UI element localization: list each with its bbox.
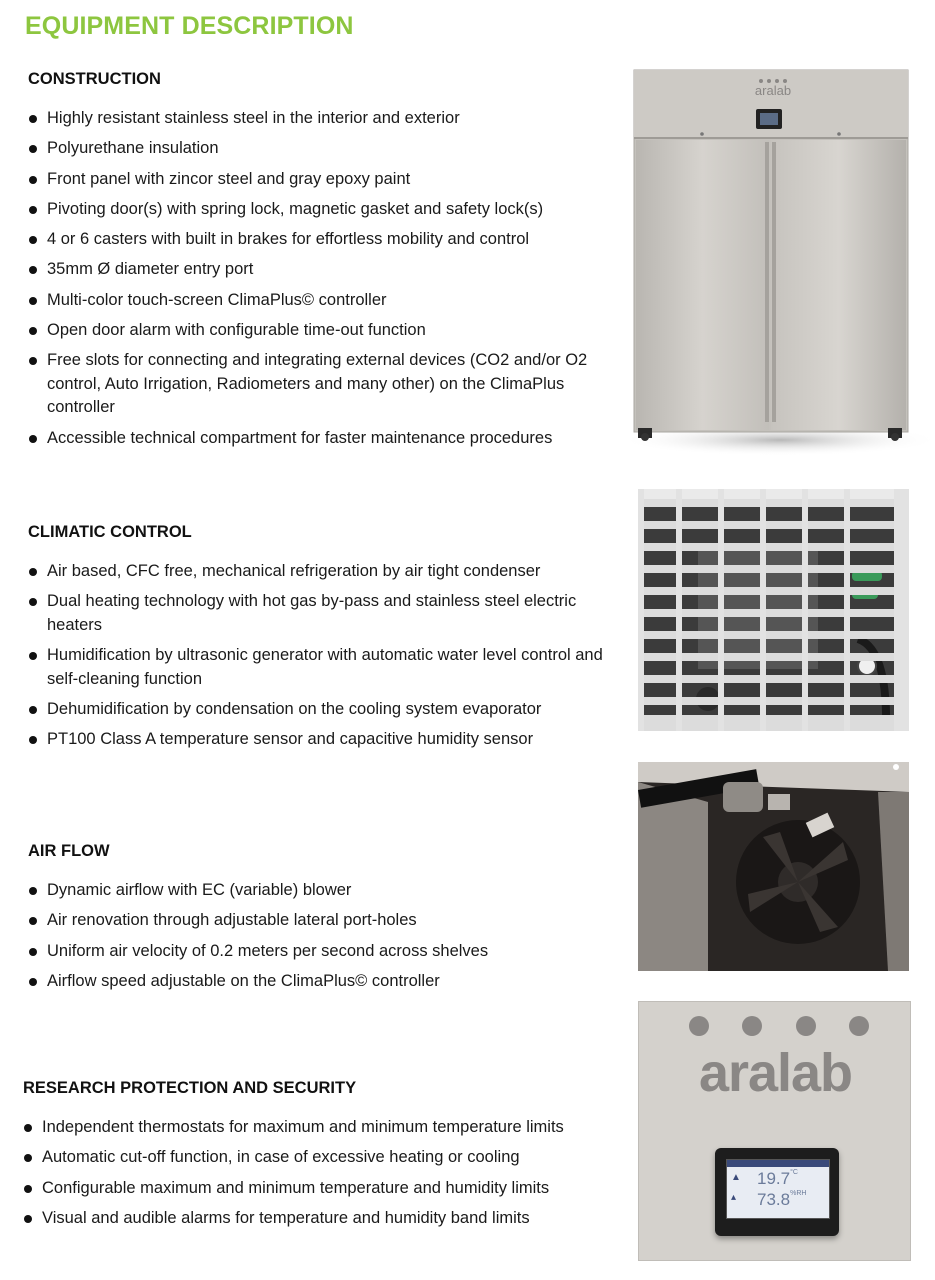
bullet-list xyxy=(28,107,628,450)
bullet-list xyxy=(23,1116,628,1230)
technical-compartment-photo xyxy=(638,489,909,731)
list-item: Dehumidification by condensation on the cooling system evaporator xyxy=(28,698,608,722)
aralab-logo-small: aralab xyxy=(750,79,796,97)
section-climatic-control xyxy=(28,523,608,758)
list-item: Multi-color touch-screen ClimaPlus© controller xyxy=(28,289,628,313)
humidity-icon: ▴ xyxy=(731,1192,737,1203)
list-item: Front panel with zincor steel and gray epoxy paint xyxy=(28,168,628,192)
controller-screen[interactable] xyxy=(726,1159,830,1219)
thermometer-icon: ▲ xyxy=(731,1172,741,1183)
humidity-unit: %RH xyxy=(790,1190,807,1197)
list-item: Humidification by ultrasonic generator with automatic water level control and self-cleaning function xyxy=(28,644,608,691)
section-air-flow xyxy=(28,842,628,1000)
list-item: Accessible technical compartment for faster maintenance procedures xyxy=(28,427,628,451)
list-item: Open door alarm with configurable time-out function xyxy=(28,319,628,343)
controller-closeup-photo xyxy=(638,1001,911,1261)
list-item: 35mm Ø diameter entry port xyxy=(28,258,628,282)
list-item: 4 or 6 casters with built in brakes for effortless mobility and control xyxy=(28,228,628,252)
controller-bezel xyxy=(715,1148,839,1236)
list-item: Free slots for connecting and integrating external devices (CO2 and/or O2 control, Auto Irrigation, Radiometers and many other) on the ClimaPlus controller xyxy=(28,349,628,420)
section-construction xyxy=(28,70,628,457)
list-item: Air renovation through adjustable lateral port-holes xyxy=(28,909,628,933)
humidity-value: 73.8 xyxy=(757,1190,791,1209)
list-item: PT100 Class A temperature sensor and capacitive humidity sensor xyxy=(28,728,608,752)
list-item: Polyurethane insulation xyxy=(28,137,628,161)
list-item: Automatic cut-off function, in case of excessive heating or cooling xyxy=(23,1146,628,1170)
section-heading: AIR FLOW xyxy=(28,842,110,860)
bullet-list xyxy=(28,879,628,993)
section-heading: CONSTRUCTION xyxy=(28,70,161,88)
page-title: EQUIPMENT DESCRIPTION xyxy=(25,12,354,40)
section-research-protection xyxy=(23,1079,628,1237)
list-item: Configurable maximum and minimum temperature and humidity limits xyxy=(23,1177,628,1201)
section-heading: CLIMATIC CONTROL xyxy=(28,523,192,541)
bullet-list xyxy=(28,560,608,752)
list-item: Independent thermostats for maximum and minimum temperature limits xyxy=(23,1116,628,1140)
temperature-unit: °C xyxy=(790,1169,798,1176)
list-item: Air based, CFC free, mechanical refrigeration by air tight condenser xyxy=(28,560,608,584)
logo-dots xyxy=(689,1016,869,1036)
section-heading: RESEARCH PROTECTION AND SECURITY xyxy=(23,1079,357,1097)
list-item: Airflow speed adjustable on the ClimaPlus© controller xyxy=(28,970,628,994)
aralab-logo: aralab xyxy=(698,1043,853,1103)
airflow-blower-photo xyxy=(638,762,909,971)
list-item: Uniform air velocity of 0.2 meters per second across shelves xyxy=(28,940,628,964)
list-item: Pivoting door(s) with spring lock, magnetic gasket and safety lock(s) xyxy=(28,198,628,222)
temperature-value: 19.7 xyxy=(757,1169,791,1188)
list-item: Highly resistant stainless steel in the interior and exterior xyxy=(28,107,628,131)
list-item: Visual and audible alarms for temperature and humidity band limits xyxy=(23,1207,628,1231)
list-item: Dynamic airflow with EC (variable) blower xyxy=(28,879,628,903)
list-item: Dual heating technology with hot gas by-pass and stainless steel electric heaters xyxy=(28,590,608,637)
cabinet-photo xyxy=(620,62,935,462)
